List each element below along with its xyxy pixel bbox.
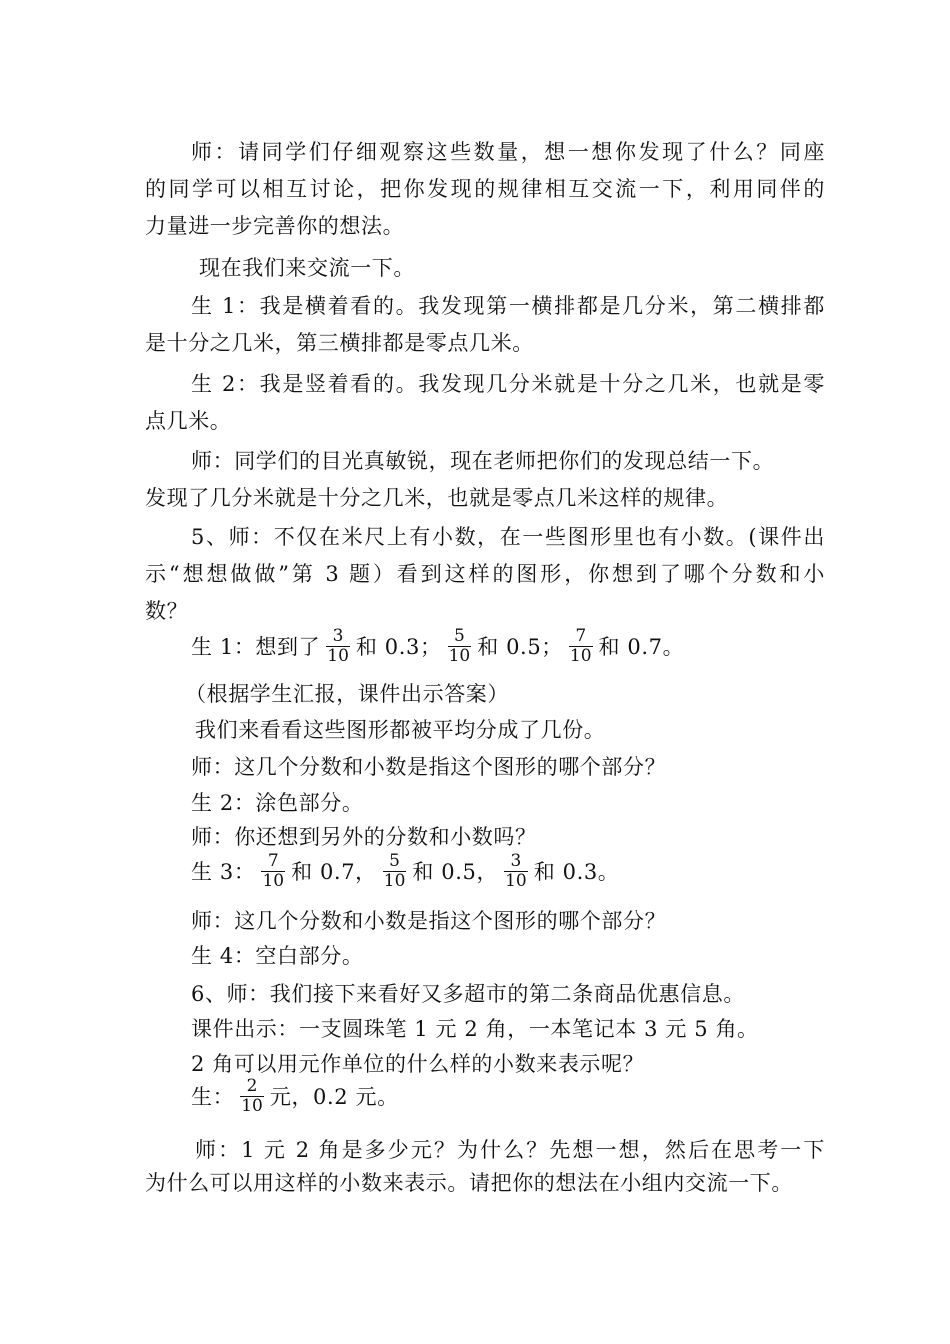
paragraph-line: 5、师：不仅在米尺上有小数，在一些图形里也有小数。(课件出 xyxy=(191,525,825,549)
paragraph-line: 为什么可以用这样的小数来表示。请把你的想法在小组内交流一下。 xyxy=(145,1171,793,1195)
paragraph-line: 师：这几个分数和小数是指这个图形的哪个部分？ xyxy=(191,909,667,933)
paragraph-line: 点几米。 xyxy=(145,409,232,433)
denominator: 10 xyxy=(505,871,527,891)
numerator: 7 xyxy=(267,851,279,871)
numerator: 5 xyxy=(389,851,400,871)
numerator: 5 xyxy=(453,626,465,646)
fraction xyxy=(383,852,407,891)
fraction xyxy=(504,852,528,891)
paragraph-line: 师：这几个分数和小数是指这个图形的哪个部分？ xyxy=(191,755,667,779)
paragraph-line: 课件出示：一支圆珠笔 1 元 2 角，一本笔记本 3 元 5 角。 xyxy=(191,1017,759,1041)
paragraph-line: 是十分之几米，第三横排都是零点几米。 xyxy=(145,331,534,355)
fraction-answer-line xyxy=(145,848,825,896)
paragraph-line: 生 2：涂色部分。 xyxy=(191,791,364,815)
line-text: 元，0.2 元。 xyxy=(269,1085,399,1109)
paragraph-line: 师：请同学们仔细观察这些数量，想一想你发现了什么？同座 xyxy=(191,140,825,164)
paragraph-line: 师：同学们的目光真敏锐，现在老师把你们的发现总结一下。 xyxy=(191,449,775,473)
paragraph-line: 现在我们来交流一下。 xyxy=(199,256,415,280)
paragraph-line: 数？ xyxy=(145,599,189,623)
paragraph-line: 2 角可以用元作单位的什么样的小数来表示呢？ xyxy=(191,1052,645,1076)
numerator: 3 xyxy=(510,851,522,871)
denominator: 10 xyxy=(448,646,471,666)
line-text: 和 0.7。 xyxy=(598,635,685,659)
paragraph-line: （根据学生汇报，课件出示答案） xyxy=(185,682,509,706)
fraction-answer-line xyxy=(145,1073,825,1121)
line-text: 和 0.3。 xyxy=(533,860,620,884)
line-text: 和 0.5， xyxy=(412,860,499,884)
paragraph-line: 生 2：我是竖着看的。我发现几分米就是十分之几米，也就是零 xyxy=(191,372,825,396)
fraction xyxy=(261,852,285,891)
line-text: 和 0.3； xyxy=(355,635,442,659)
fraction xyxy=(240,1077,264,1116)
paragraph-line: 发现了几分米就是十分之几米，也就是零点几米这样的规律。 xyxy=(145,486,729,510)
denominator: 10 xyxy=(383,871,406,891)
line-text: 和 0.5； xyxy=(477,635,563,659)
line-prefix: 生 1：想到了 xyxy=(191,635,321,659)
line-prefix: 生 3： xyxy=(191,860,256,884)
line-prefix: 生： xyxy=(191,1085,235,1109)
fraction xyxy=(326,627,350,666)
line-text: 和 0.7， xyxy=(291,860,377,884)
paragraph-line: 师：你还想到另外的分数和小数吗？ xyxy=(191,825,537,849)
denominator: 10 xyxy=(241,1096,263,1116)
paragraph-line: 的同学可以相互讨论，把你发现的规律相互交流一下，利用同伴的 xyxy=(145,177,825,201)
fraction xyxy=(569,627,593,666)
numerator: 2 xyxy=(246,1076,258,1096)
numerator: 7 xyxy=(575,626,587,646)
paragraph-line: 我们来看看这些图形都被平均分成了几份。 xyxy=(195,718,606,742)
paragraph-line: 生 4：空白部分。 xyxy=(191,944,364,968)
denominator: 10 xyxy=(569,646,592,666)
fraction-answer-line xyxy=(145,623,825,671)
paragraph-line: 示“想想做做”第 3 题）看到这样的图形，你想到了哪个分数和小 xyxy=(145,562,825,586)
paragraph-line: 6、师：我们接下来看好又多超市的第二条商品优惠信息。 xyxy=(191,982,745,1006)
paragraph-line: 师：1 元 2 角是多少元？为什么？先想一想，然后在思考一下 xyxy=(195,1138,825,1162)
denominator: 10 xyxy=(262,871,285,891)
fraction xyxy=(448,627,472,666)
paragraph-line: 力量进一步完善你的想法。 xyxy=(145,214,405,238)
numerator: 3 xyxy=(332,626,344,646)
denominator: 10 xyxy=(327,646,349,666)
paragraph-line: 生 1：我是横着看的。我发现第一横排都是几分米，第二横排都 xyxy=(191,294,825,318)
